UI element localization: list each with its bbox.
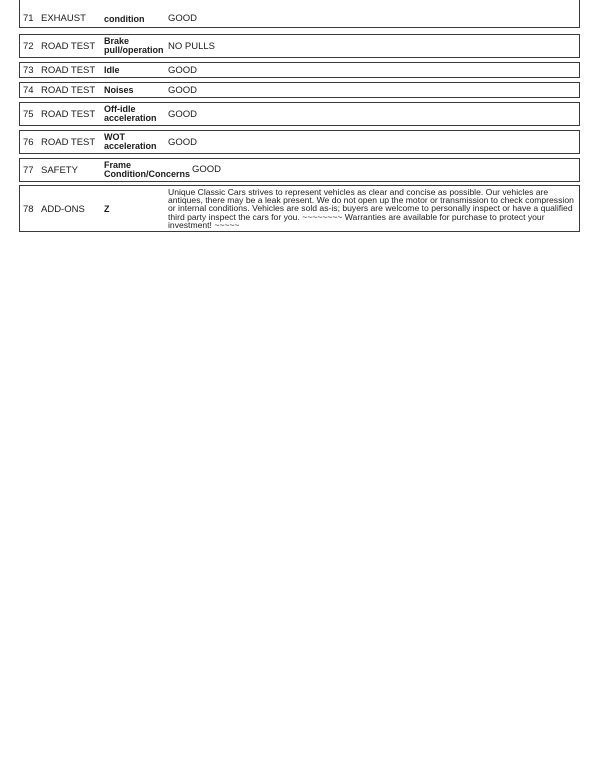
row-number: 71 bbox=[23, 13, 34, 24]
row-item: Idle bbox=[104, 65, 120, 75]
row-item: Noises bbox=[104, 85, 134, 95]
row-item: condition bbox=[104, 14, 145, 24]
row-item: Z bbox=[104, 204, 110, 214]
row-category: ROAD TEST bbox=[41, 109, 96, 120]
row-result: GOOD bbox=[168, 137, 198, 148]
row-number: 77 bbox=[23, 165, 34, 176]
inspection-row-78 bbox=[19, 185, 580, 232]
row-category: ROAD TEST bbox=[41, 85, 96, 96]
row-item: Frame Condition/Concerns bbox=[104, 160, 190, 179]
inspection-row-76 bbox=[19, 130, 580, 154]
inspection-row-73 bbox=[19, 62, 580, 78]
row-number: 74 bbox=[23, 85, 34, 96]
row-number: 76 bbox=[23, 137, 34, 148]
row-number: 75 bbox=[23, 109, 34, 120]
row-result: GOOD bbox=[168, 109, 198, 120]
row-result: GOOD bbox=[168, 65, 198, 76]
inspection-row-77 bbox=[19, 158, 580, 182]
row-result: NO PULLS bbox=[168, 41, 215, 52]
row-number: 73 bbox=[23, 65, 34, 76]
row-category: ROAD TEST bbox=[41, 137, 96, 148]
inspection-row-72 bbox=[19, 34, 580, 58]
row-category: ADD-ONS bbox=[41, 204, 85, 215]
row-category: SAFETY bbox=[41, 165, 78, 176]
row-category: ROAD TEST bbox=[41, 41, 96, 52]
row-result: GOOD bbox=[192, 164, 222, 175]
row-result: GOOD bbox=[168, 13, 198, 24]
row-item: Off-idle acceleration bbox=[104, 104, 157, 123]
row-number: 72 bbox=[23, 41, 34, 52]
row-result: GOOD bbox=[168, 85, 198, 96]
inspection-list bbox=[19, 0, 580, 232]
row-item: Brake pull/operation bbox=[104, 36, 164, 55]
inspection-row-74 bbox=[19, 82, 580, 98]
row-category: ROAD TEST bbox=[41, 65, 96, 76]
row-number: 78 bbox=[23, 204, 34, 215]
inspection-row-75 bbox=[19, 102, 580, 126]
disclaimer-text: Unique Classic Cars strives to represent vehicles as clear and concise as possible. Our vehicles are antiques, there may be a leak present. We do not open up the motor or transmission to check compression or internal conditions. Vehicles are sold as-is; buyers are welcome to personally inspect or have a qualified third party inspect the cars for you. ~~~~~~~~ Warranties are available for purchase to protect your investment! ~~~~~ bbox=[168, 187, 574, 230]
row-category: EXHAUST bbox=[41, 13, 86, 24]
row-item: WOT acceleration bbox=[104, 132, 157, 151]
inspection-row-71 bbox=[19, 0, 580, 28]
